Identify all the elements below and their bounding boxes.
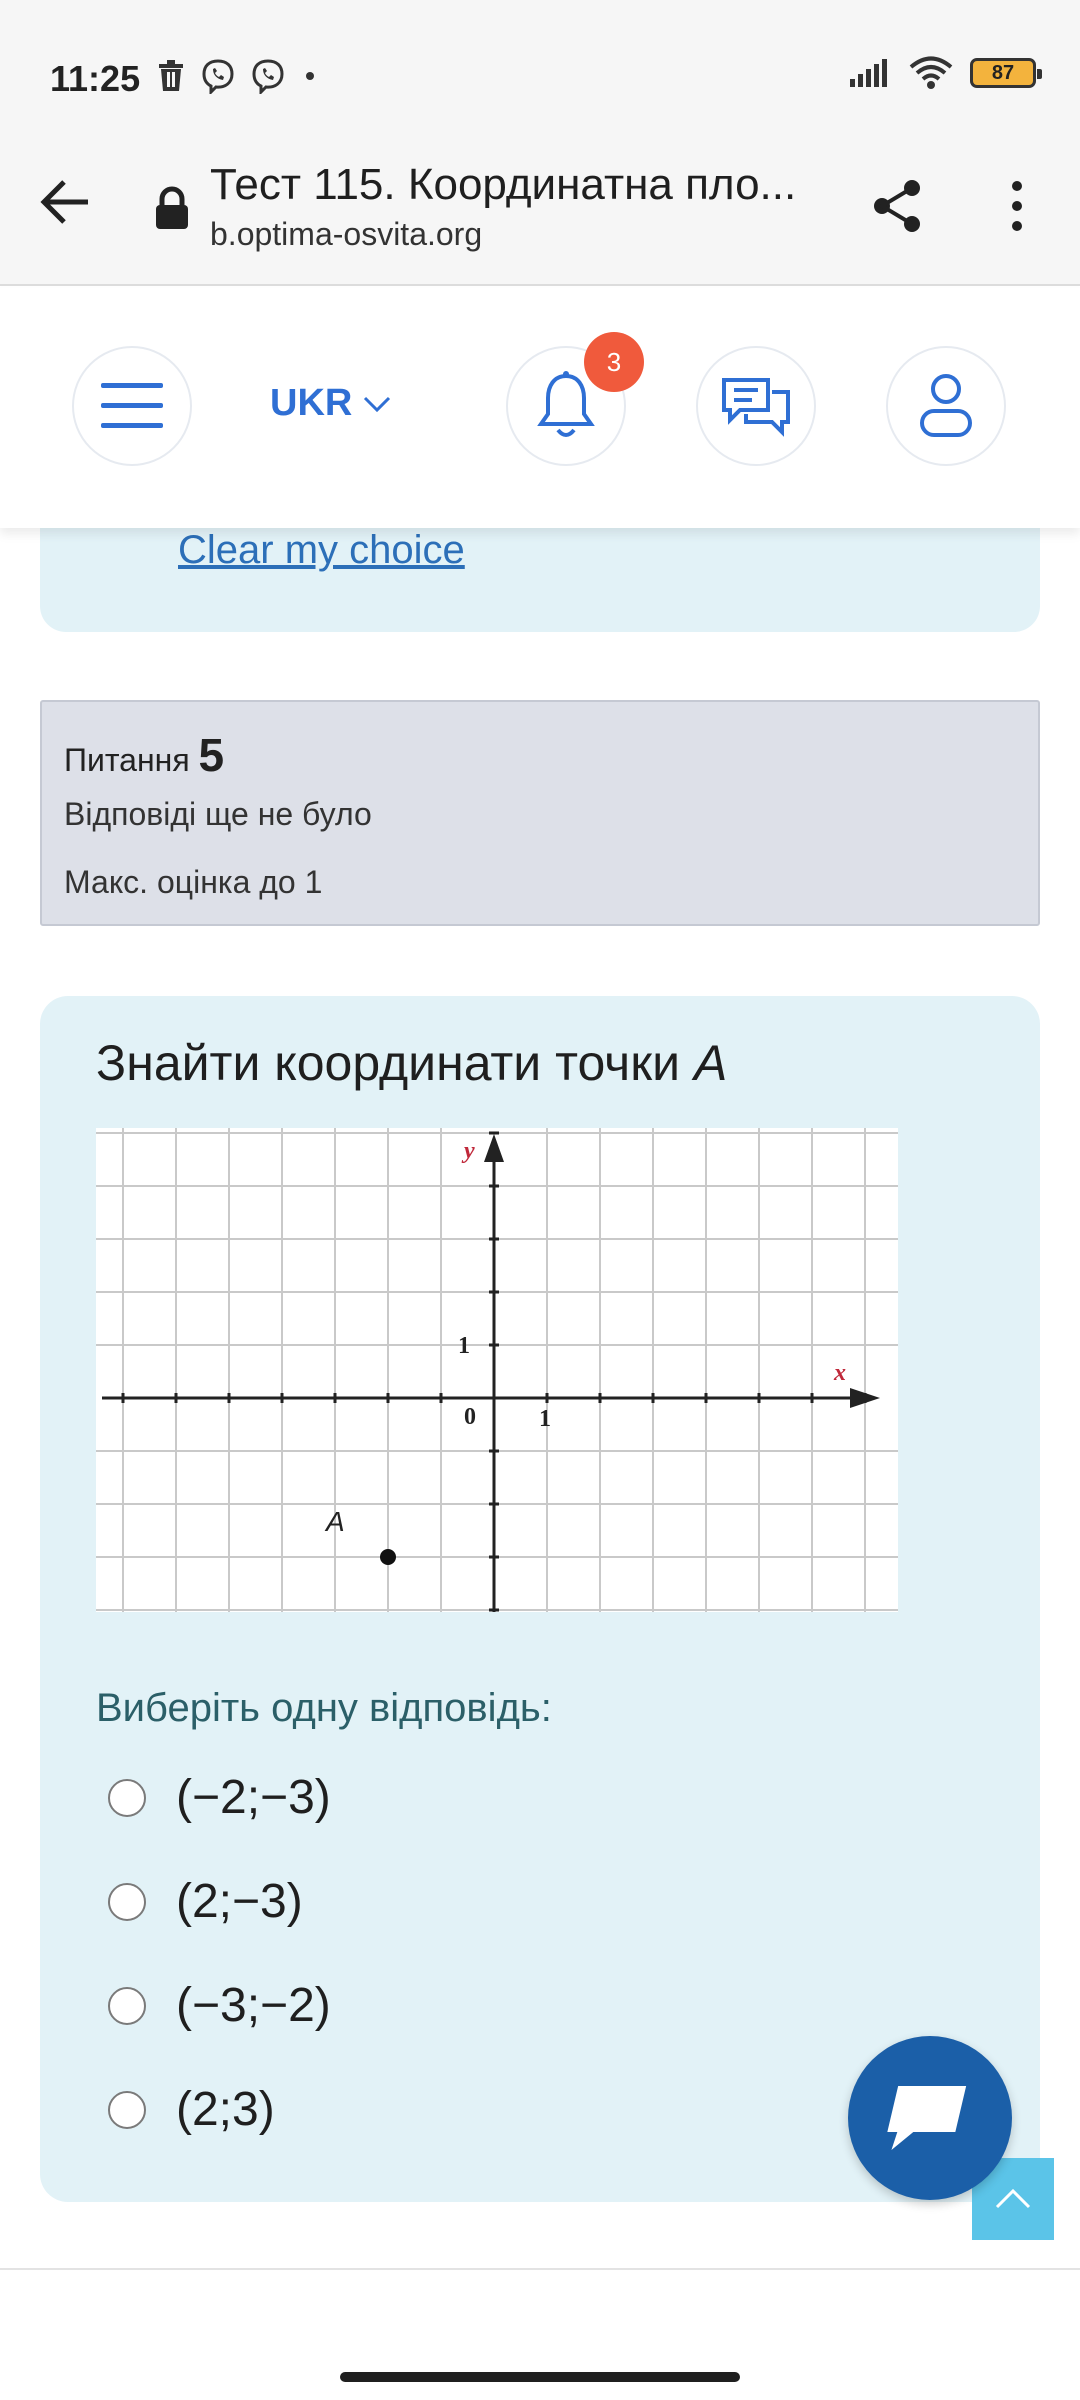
chat-support-button[interactable]: [848, 2036, 1012, 2200]
answer-status: Відповіді ще не було: [64, 796, 372, 832]
dot-icon: [300, 66, 320, 86]
home-indicator[interactable]: [340, 2372, 740, 2382]
profile-button[interactable]: [886, 346, 1006, 466]
chevron-down-icon: [362, 394, 392, 414]
point-a-label: A: [326, 1506, 345, 1537]
system-icons: [848, 56, 1036, 90]
back-arrow-icon[interactable]: [36, 172, 96, 232]
answer-option-4[interactable]: [108, 2082, 275, 2137]
question-number-value: 5: [198, 729, 225, 781]
status-bar: [0, 0, 1080, 150]
page-divider: [0, 2268, 1080, 2270]
option-label: (2;−3): [176, 1875, 303, 1928]
messages-button[interactable]: [696, 346, 816, 466]
point-a: [380, 1549, 396, 1565]
chevron-up-icon: [993, 2187, 1033, 2211]
y-unit-label: 1: [458, 1333, 470, 1359]
page-title[interactable]: Тест 115. Координатна пло...: [210, 160, 797, 209]
site-header: [0, 288, 1080, 528]
page-url[interactable]: b.optima-osvita.org: [210, 216, 483, 252]
battery-icon: 87: [970, 58, 1036, 88]
y-axis-label: y: [464, 1138, 475, 1164]
trash-icon: [156, 60, 186, 92]
max-grade: Макс. оцінка до 1: [64, 864, 323, 900]
browser-toolbar: [0, 150, 1080, 286]
language-label: UKR: [270, 382, 353, 424]
radio-button[interactable]: [108, 1779, 146, 1817]
x-axis-label: x: [834, 1360, 846, 1386]
lock-icon[interactable]: [152, 186, 192, 230]
language-selector[interactable]: [270, 382, 392, 425]
menu-button[interactable]: [72, 346, 192, 466]
question-point-name: A: [693, 1035, 728, 1091]
notification-badge: 3: [584, 332, 644, 392]
y-axis-arrow: [484, 1134, 504, 1162]
origin-label: 0: [464, 1404, 476, 1430]
status-time: 11:25: [50, 58, 141, 99]
signal-icon: [848, 57, 892, 89]
answer-option-3[interactable]: [108, 1978, 331, 2033]
hamburger-icon: [101, 381, 163, 431]
bell-icon: [536, 370, 596, 442]
question-text-body: Знайти координати точки: [96, 1035, 681, 1091]
answer-option-2[interactable]: [108, 1874, 303, 1929]
question-label: Питання: [64, 742, 190, 778]
question-number: [64, 728, 224, 782]
notification-icons: [156, 58, 320, 94]
radio-button[interactable]: [108, 1987, 146, 2025]
viber-icon: [250, 58, 286, 94]
clear-choice-link[interactable]: Clear my choice: [178, 528, 465, 572]
answer-option-1[interactable]: [108, 1770, 331, 1825]
option-label: (−2;−3): [176, 1771, 331, 1824]
option-label: (2;3): [176, 2083, 275, 2136]
viber-icon: [200, 58, 236, 94]
radio-button[interactable]: [108, 2091, 146, 2129]
share-icon[interactable]: [868, 176, 928, 236]
answer-prompt: Виберіть одну відповідь:: [96, 1686, 552, 1730]
question-info-box: [40, 700, 1040, 926]
question-card: [40, 996, 1040, 2202]
chat-bubble-icon: [885, 2078, 975, 2158]
chat-bubbles-icon: [720, 374, 792, 438]
coordinate-plane-graph: [96, 1128, 898, 1612]
question-text: [96, 1034, 727, 1092]
x-unit-label: 1: [539, 1406, 551, 1432]
radio-button[interactable]: [108, 1883, 146, 1921]
user-icon: [918, 371, 974, 441]
wifi-icon: [908, 56, 954, 90]
option-label: (−3;−2): [176, 1979, 331, 2032]
more-options-icon[interactable]: [1000, 176, 1034, 236]
